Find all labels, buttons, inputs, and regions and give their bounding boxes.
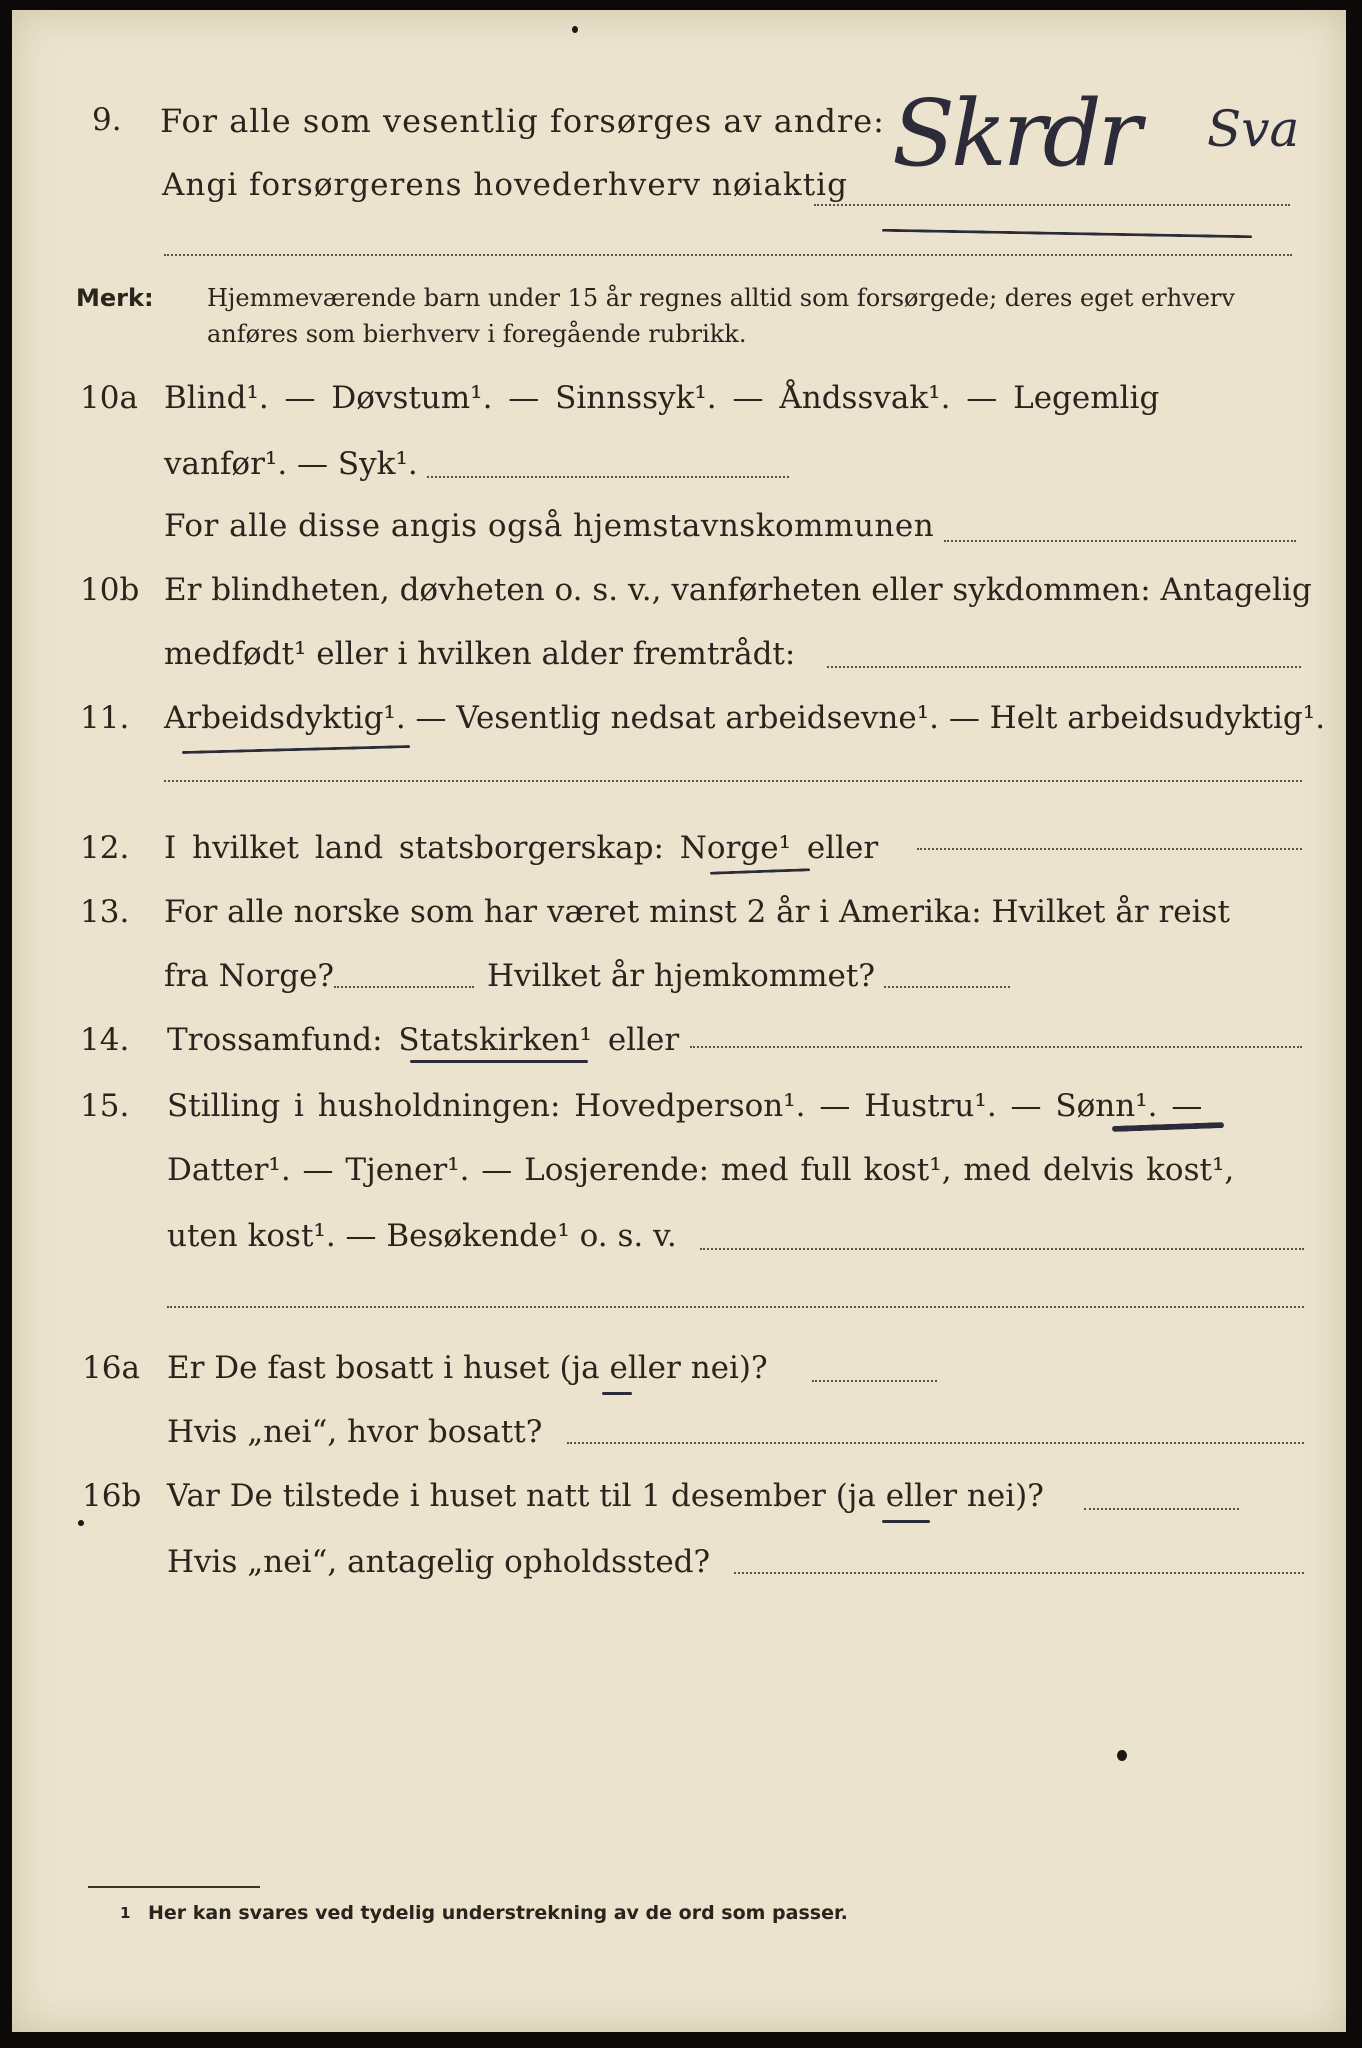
q9-line1: For alle som vesentlig forsørges av andre:	[160, 102, 885, 140]
q10b-number: 10b	[80, 572, 140, 608]
q16a-ink-underline	[602, 1392, 632, 1395]
q15-line3: uten kost¹. — Besøkende¹ o. s. v.	[167, 1218, 677, 1254]
q16a-line2: Hvis „nei“, hvor bosatt?	[167, 1414, 543, 1450]
q16b-location-line	[734, 1572, 1304, 1574]
q9-number: 9.	[92, 102, 122, 138]
q9-extra-line	[164, 254, 1292, 256]
q10a-line2: vanfør¹. — Syk¹.	[164, 446, 418, 482]
q10a-kommune-answer-line	[944, 540, 1296, 542]
q11-line1: Arbeidsdyktig¹. — Vesentlig nedsat arbeidsevne¹. — Helt arbeidsudyktig¹.	[164, 700, 1326, 736]
q16a-line1: Er De fast bosatt i huset (ja eller nei)?	[167, 1350, 768, 1386]
q12-number: 12.	[80, 830, 130, 866]
q16b-answer-line	[1084, 1508, 1239, 1510]
ink-speck	[78, 1520, 84, 1526]
q15-answer-line	[700, 1248, 1304, 1250]
q13-year-returned-line	[884, 986, 1010, 988]
q15-extra-line	[167, 1306, 1304, 1308]
q10a-syk-answer-line	[427, 476, 789, 478]
q13-line1: For alle norske som har været minst 2 år i Amerika: Hvilket år reist	[164, 894, 1230, 930]
q9-ink-underline	[882, 229, 1252, 238]
q10b-answer-line	[827, 666, 1301, 668]
footnote-rule	[88, 1886, 260, 1888]
q15-line2: Datter¹. — Tjener¹. — Losjerende: med full kost¹, med delvis kost¹,	[167, 1152, 1235, 1188]
q11-extra-line	[164, 780, 1302, 782]
q16a-residence-line	[567, 1442, 1304, 1444]
q9-answer-line	[814, 204, 1290, 206]
q13-line2b: Hvilket år hjemkommet?	[487, 958, 875, 994]
census-form-page	[12, 10, 1346, 2032]
q13-year-left-line	[334, 986, 474, 988]
q11-number: 11.	[80, 700, 130, 736]
merk-line2: anføres som bierhverv i foregående rubrikk.	[207, 320, 747, 348]
merk-label: Merk:	[76, 284, 154, 312]
q16a-answer-line	[812, 1380, 937, 1382]
q13-number: 13.	[80, 894, 130, 930]
q16a-number: 16a	[82, 1350, 140, 1386]
q9-handwritten-note: Sva	[1207, 100, 1300, 158]
q12-line1: I hvilket land statsborgerskap: Norge¹ eller	[164, 830, 879, 866]
footnote-mark: 1	[120, 1904, 131, 1922]
q14-line1: Trossamfund: Statskirken¹ eller	[167, 1022, 680, 1058]
q16b-number: 16b	[82, 1478, 142, 1514]
q14-number: 14.	[80, 1022, 130, 1058]
q16b-line1: Var De tilstede i huset natt til 1 desember (ja eller nei)?	[167, 1478, 1044, 1514]
q10b-line1: Er blindheten, døvheten o. s. v., vanførheten eller sykdommen: Antagelig	[164, 572, 1312, 608]
q9-handwritten-answer: Skrdr	[892, 80, 1138, 187]
ink-speck	[572, 26, 578, 33]
q10a-number: 10a	[80, 380, 138, 416]
q16b-line2: Hvis „nei“, antagelig opholdssted?	[167, 1544, 711, 1580]
q12-ink-underline	[710, 868, 810, 874]
footnote-text: Her kan svares ved tydelig understrekning av de ord som passer.	[148, 1902, 848, 1924]
q15-line1: Stilling i husholdningen: Hovedperson¹. — Hustru¹. — Sønn¹. —	[167, 1088, 1203, 1124]
q16b-ink-underline	[882, 1520, 930, 1523]
ink-speck	[1117, 1750, 1127, 1761]
q14-answer-line	[690, 1046, 1302, 1048]
q10b-line2: medfødt¹ eller i hvilken alder fremtrådt:	[164, 636, 796, 672]
merk-line1: Hjemmeværende barn under 15 år regnes alltid som forsørgede; deres eget erhverv	[207, 284, 1235, 312]
q9-line2: Angi forsørgerens hovederhverv nøiaktig	[162, 167, 848, 203]
q11-ink-underline	[182, 745, 410, 754]
q15-number: 15.	[80, 1088, 130, 1124]
q10a-line3: For alle disse angis også hjemstavnskommunen	[164, 508, 935, 544]
q10a-line1: Blind¹. — Døvstum¹. — Sinnssyk¹. — Åndssvak¹. — Legemlig	[164, 380, 1160, 416]
q14-ink-underline	[410, 1060, 588, 1063]
q12-answer-line	[917, 848, 1302, 850]
q13-line2a: fra Norge?	[164, 958, 335, 994]
